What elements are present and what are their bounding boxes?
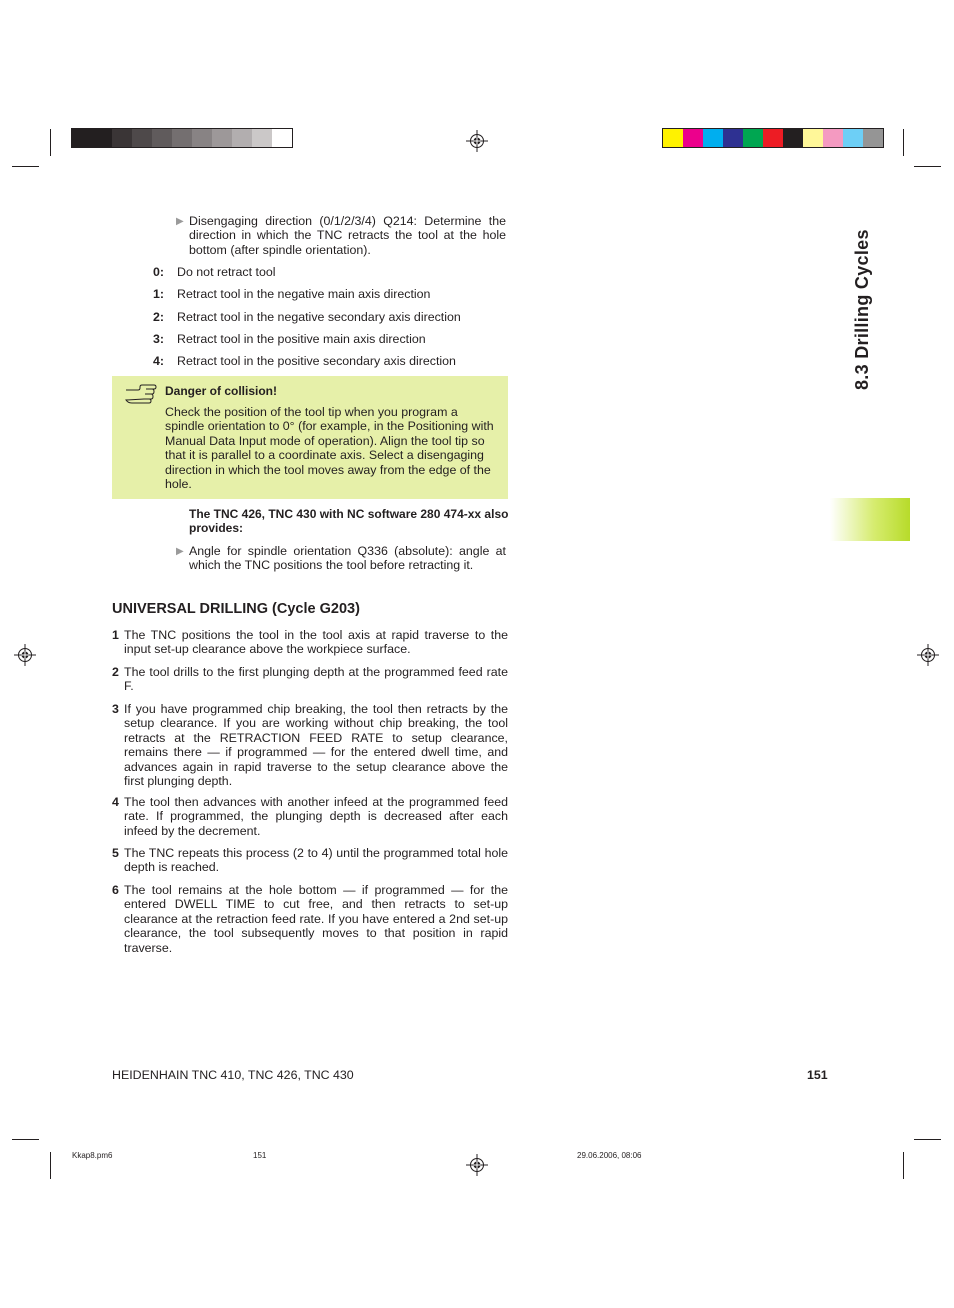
step-item: 3 If you have programmed chip breaking, the tool then retracts by the setup clearance. If you are working without chip breaking, the tool retracts at the RETRACTION FEED RATE to setup clearance, remains there — if programmed — for the entered dwell time, and advances again in rapid traverse to the setup clearance above the first plunging depth. <box>112 702 508 789</box>
chapter-tab <box>830 498 910 541</box>
color-swatch <box>803 129 823 147</box>
crop-mark <box>12 1139 39 1140</box>
registration-mark-icon <box>14 644 36 666</box>
crop-mark <box>50 129 51 156</box>
color-swatch <box>663 129 683 147</box>
color-swatch <box>272 129 292 147</box>
page-number: 151 <box>807 1068 828 1082</box>
section-title: 8.3 Drilling Cycles <box>852 229 872 390</box>
color-swatch <box>843 129 863 147</box>
crop-mark <box>914 166 941 167</box>
color-swatch <box>132 129 152 147</box>
color-swatch <box>252 129 272 147</box>
parameter-item-q214 <box>176 214 506 257</box>
triangle-bullet-icon: ▶ <box>176 216 184 227</box>
slug-date: 29.06.2006, 08:06 <box>577 1151 642 1160</box>
crop-mark <box>12 166 39 167</box>
color-swatch <box>172 129 192 147</box>
step-item: 1 The TNC positions the tool in the tool axis at rapid traverse to the input set-up clearance above the workpiece surface. <box>112 628 508 657</box>
step-item: 6 The tool remains at the hole bottom — if programmed — for the entered DWELL TIME to cut free, and then retracts to set-up clearance at the retraction feed rate. If you have entered a 2nd set-up clearance, the tool subsequently moves to that position in rapid traverse. <box>112 883 508 955</box>
warning-title: Danger of collision! <box>165 384 278 398</box>
crop-mark <box>914 1139 941 1140</box>
color-swatch <box>192 129 212 147</box>
color-swatch <box>683 129 703 147</box>
parameter-item-q336 <box>176 544 506 573</box>
collision-warning-box <box>112 376 508 499</box>
color-swatch <box>823 129 843 147</box>
color-swatch <box>743 129 763 147</box>
crop-mark <box>903 1152 904 1179</box>
crop-mark <box>903 129 904 156</box>
color-swatch <box>863 129 883 147</box>
step-item: 5 The TNC repeats this process (2 to 4) until the programmed total hole depth is reached. <box>112 846 508 875</box>
step-item: 2 The tool drills to the first plunging depth at the programmed feed rate F. <box>112 665 508 694</box>
color-swatch <box>232 129 252 147</box>
color-swatch <box>723 129 743 147</box>
footer-product: HEIDENHAIN TNC 410, TNC 426, TNC 430 <box>112 1068 354 1082</box>
color-swatch <box>152 129 172 147</box>
color-swatch <box>212 129 232 147</box>
parameter-text: Disengaging direction (0/1/2/3/4) Q214: Determine the direction in which the TNC retracts the tool at the hole bottom (after spindle orientation). <box>189 214 506 257</box>
registration-mark-icon <box>917 644 939 666</box>
color-swatch <box>92 129 112 147</box>
crop-mark <box>50 1152 51 1179</box>
color-control-strip <box>662 128 884 148</box>
pointing-hand-icon <box>124 384 158 404</box>
registration-mark-icon <box>466 130 488 152</box>
warning-text: Check the position of the tool tip when you program a spindle orientation to 0° (for example, in the Positioning with Manual Data Input mode of operation). Align the tool tip so that it is parallel to a coordinate axis. Select a disengaging direction in which the tool moves away from the edge of the hole. <box>165 405 494 492</box>
triangle-bullet-icon: ▶ <box>176 546 184 557</box>
slug-page: 151 <box>253 1151 267 1160</box>
software-note: The TNC 426, TNC 430 with NC software 280 474-xx also provides: <box>189 507 509 536</box>
slug-file: Kkap8.pm6 <box>72 1151 113 1160</box>
color-swatch <box>72 129 92 147</box>
parameter-text: Angle for spindle orientation Q336 (absolute): angle at which the TNC positions the tool before retracting it. <box>189 544 506 573</box>
cycle-heading: UNIVERSAL DRILLING (Cycle G203) <box>112 601 360 617</box>
step-item: 4 The tool then advances with another infeed at the programmed feed rate. If programmed, the plunging depth is decreased after each infeed by the decrement. <box>112 795 508 838</box>
registration-mark-icon <box>466 1154 488 1176</box>
color-swatch <box>783 129 803 147</box>
grayscale-control-strip <box>71 128 293 148</box>
color-swatch <box>763 129 783 147</box>
color-swatch <box>703 129 723 147</box>
color-swatch <box>112 129 132 147</box>
